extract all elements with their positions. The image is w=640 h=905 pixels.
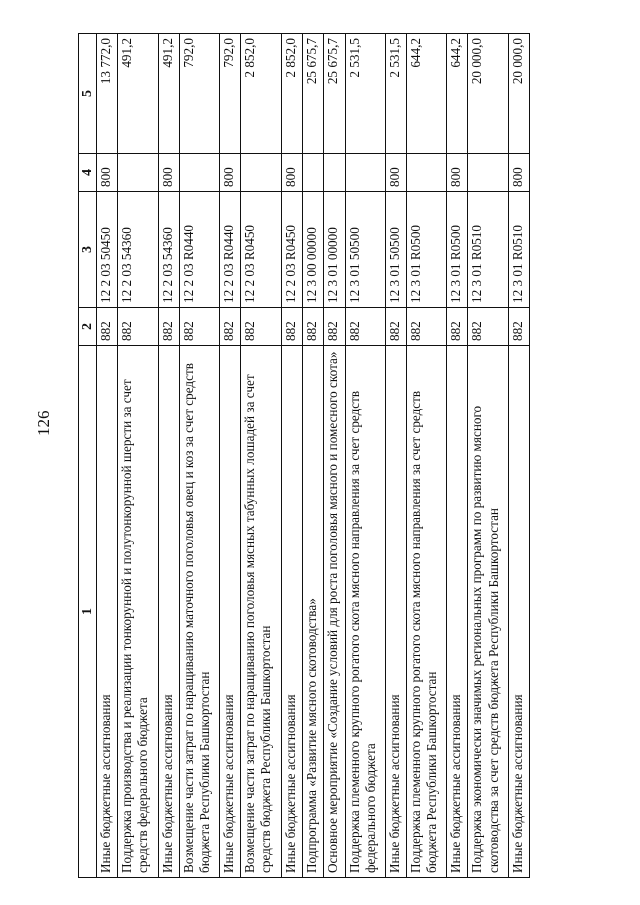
cell-classifier: 12 2 03 54360: [118, 192, 158, 308]
cell-classifier: 12 2 03 R0450: [281, 192, 302, 308]
cell-code: 882: [97, 308, 118, 346]
cell-name: Иные бюджетные ассигнования: [281, 346, 302, 878]
cell-amount: 491,2: [158, 34, 179, 154]
cell-amount: 644,2: [406, 34, 446, 154]
cell-code: 882: [385, 308, 406, 346]
cell-classifier: 12 3 00 00000: [302, 192, 323, 308]
cell-code: 882: [118, 308, 158, 346]
cell-expense-type: [323, 154, 345, 192]
cell-classifier: 12 3 01 R0510: [509, 192, 530, 308]
page-number: 126: [34, 410, 53, 436]
cell-name: Иные бюджетные ассигнования: [158, 346, 179, 878]
cell-code: 882: [220, 308, 241, 346]
cell-classifier: 12 3 01 R0500: [406, 192, 446, 308]
cell-name: Иные бюджетные ассигнования: [97, 346, 118, 878]
cell-name: Основное мероприятие «Создание условий для роста поголовья мясного и помесного скота»: [323, 346, 345, 878]
table-row: [509, 34, 530, 878]
header-col-1: 1: [79, 346, 97, 878]
cell-code: 882: [241, 308, 281, 346]
table-row: [345, 34, 385, 878]
cell-code: 882: [447, 308, 468, 346]
cell-expense-type: [118, 154, 158, 192]
cell-name: Иные бюджетные ассигнования: [447, 346, 468, 878]
table-row: [385, 34, 406, 878]
cell-expense-type: [241, 154, 281, 192]
cell-code: 882: [302, 308, 323, 346]
cell-code: 882: [406, 308, 446, 346]
cell-code: 882: [509, 308, 530, 346]
table-row: [97, 34, 118, 878]
cell-classifier: 12 2 03 54360: [158, 192, 179, 308]
cell-amount: 644,2: [447, 34, 468, 154]
cell-expense-type: 800: [385, 154, 406, 192]
cell-amount: 491,2: [118, 34, 158, 154]
cell-code: 882: [345, 308, 385, 346]
table-row: [241, 34, 281, 878]
table-row: [281, 34, 302, 878]
cell-name: Поддержка племенного крупного рогатого скота мясного направления за счет средств бюджета Республики Башкортостан: [406, 346, 446, 878]
cell-expense-type: [302, 154, 323, 192]
table-row: [220, 34, 241, 878]
table-row: [406, 34, 446, 878]
header-col-2: 2: [79, 308, 97, 346]
cell-name: Поддержка племенного крупного рогатого скота мясного направления за счет средств федерального бюджета: [345, 346, 385, 878]
cell-expense-type: 800: [220, 154, 241, 192]
cell-amount: 13 772,0: [97, 34, 118, 154]
cell-code: 882: [179, 308, 219, 346]
cell-expense-type: [179, 154, 219, 192]
budget-table: [78, 33, 530, 878]
table-row: [179, 34, 219, 878]
rotated-table-container: [78, 34, 530, 878]
cell-amount: 25 675,7: [323, 34, 345, 154]
cell-amount: 2 531,5: [345, 34, 385, 154]
cell-amount: 20 000,0: [509, 34, 530, 154]
cell-classifier: 12 2 03 R0440: [179, 192, 219, 308]
cell-name: Подпрограмма «Развитие мясного скотоводства»: [302, 346, 323, 878]
cell-classifier: 12 3 01 R0510: [468, 192, 509, 308]
cell-expense-type: 800: [447, 154, 468, 192]
cell-name: Поддержка производства и реализации тонкорунной и полутонкорунной шерсти за счет средств федерального бюджета: [118, 346, 158, 878]
cell-amount: 25 675,7: [302, 34, 323, 154]
cell-classifier: 12 3 01 50500: [385, 192, 406, 308]
header-col-4: 4: [79, 154, 97, 192]
cell-classifier: 12 3 01 00000: [323, 192, 345, 308]
cell-expense-type: 800: [509, 154, 530, 192]
cell-expense-type: [406, 154, 446, 192]
cell-code: 882: [323, 308, 345, 346]
table-row: [302, 34, 323, 878]
cell-name: Иные бюджетные ассигнования: [220, 346, 241, 878]
cell-amount: 20 000,0: [468, 34, 509, 154]
cell-name: Возмещение части затрат по наращиванию поголовья мясных табунных лошадей за счет средств бюджета Республики Башкортостан: [241, 346, 281, 878]
table-row: [447, 34, 468, 878]
table-row: [323, 34, 345, 878]
cell-name: Поддержка экономически значимых региональных программ по развитию мясного скотоводства за счет средств бюджета Республики Башкортостан: [468, 346, 509, 878]
table-row: [118, 34, 158, 878]
cell-classifier: 12 2 03 50450: [97, 192, 118, 308]
table-body: [97, 34, 530, 878]
cell-code: 882: [468, 308, 509, 346]
cell-code: 882: [158, 308, 179, 346]
cell-amount: 2 852,0: [241, 34, 281, 154]
cell-name: Иные бюджетные ассигнования: [509, 346, 530, 878]
cell-expense-type: 800: [281, 154, 302, 192]
cell-code: 882: [281, 308, 302, 346]
cell-classifier: 12 3 01 50500: [345, 192, 385, 308]
cell-classifier: 12 2 03 R0440: [220, 192, 241, 308]
cell-classifier: 12 2 03 R0450: [241, 192, 281, 308]
cell-amount: 792,0: [220, 34, 241, 154]
table-row: [158, 34, 179, 878]
cell-name: Возмещение части затрат по наращиванию маточного поголовья овец и коз за счет средств бюджета Республики Башкортостан: [179, 346, 219, 878]
cell-expense-type: [345, 154, 385, 192]
cell-expense-type: [468, 154, 509, 192]
header-col-5: 5: [79, 34, 97, 154]
cell-name: Иные бюджетные ассигнования: [385, 346, 406, 878]
cell-amount: 2 852,0: [281, 34, 302, 154]
header-col-3: 3: [79, 192, 97, 308]
cell-classifier: 12 3 01 R0500: [447, 192, 468, 308]
cell-amount: 792,0: [179, 34, 219, 154]
cell-expense-type: 800: [97, 154, 118, 192]
header-row: [79, 34, 97, 878]
cell-amount: 2 531,5: [385, 34, 406, 154]
cell-expense-type: 800: [158, 154, 179, 192]
table-row: [468, 34, 509, 878]
